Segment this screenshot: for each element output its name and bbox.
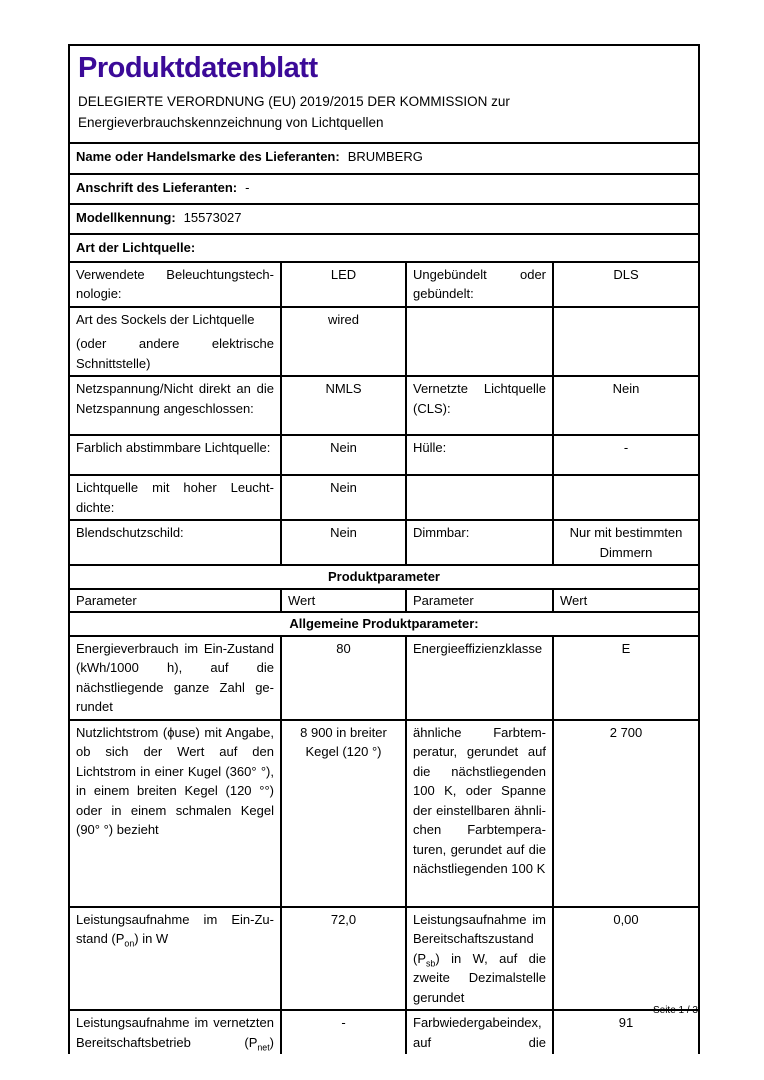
supplier-brand-row bbox=[69, 143, 699, 174]
param-label-cell: Blendschutzschild: bbox=[69, 520, 281, 565]
param-value-cell: 80 bbox=[281, 636, 406, 720]
row-farblich-abstimmbar bbox=[69, 435, 699, 475]
param-label-cell: Netzspannung/Nicht direkt an die Netzspannung angeschlossen: bbox=[69, 376, 281, 435]
param-value-cell: - bbox=[553, 435, 699, 475]
param-value-cell: Nur mit bestimmten Dimmern bbox=[553, 520, 699, 565]
row-beleuchtungstechnologie bbox=[69, 262, 699, 307]
sockel-label-line2: (oder andere elektrische Schnittstelle) bbox=[76, 336, 274, 371]
column-header: Parameter bbox=[69, 589, 281, 613]
supplier-brand-value: BRUMBERG bbox=[347, 149, 423, 164]
row-leuchtdichte bbox=[69, 475, 699, 520]
param-label-cell: Verwendete Beleuchtungstechnologie: bbox=[69, 262, 281, 307]
param-value-cell: Nein bbox=[281, 435, 406, 475]
model-id-row bbox=[69, 204, 699, 234]
param-value-cell: LED bbox=[281, 262, 406, 307]
param-label-cell bbox=[406, 475, 553, 520]
param-value-cell: Nein bbox=[553, 376, 699, 435]
param-label-cell bbox=[406, 307, 553, 377]
row-energieverbrauch bbox=[69, 636, 699, 720]
param-label-cell: Energieverbrauch im Ein-Zustand (kWh/1000 h), auf die nächstliegende ganze Zahl gerundet bbox=[69, 636, 281, 720]
param-label-cell: ähnliche Farbtemperatur, gerundet auf die nächstliegenden 100 K, oder Spanne der einstellbaren ähnlichen Farbtemperaturen, gerundet auf die nächstliegenden 100 K bbox=[406, 720, 553, 907]
section-title: Allgemeine Produktparameter: bbox=[69, 612, 699, 636]
page-title: Produktdatenblatt bbox=[78, 52, 318, 84]
row-leistungsaufnahme-vernetzt bbox=[69, 1010, 699, 1054]
param-value-cell: 0,00 bbox=[553, 907, 699, 1011]
light-source-type-row bbox=[69, 234, 699, 262]
model-id-cell bbox=[69, 204, 699, 234]
section-allgemeine-produktparameter bbox=[69, 612, 699, 636]
param-value-cell: - bbox=[281, 1010, 406, 1054]
param-value-cell: E bbox=[553, 636, 699, 720]
title-row bbox=[69, 45, 699, 143]
param-label-cell: Leistungsaufnahme im Bereitschaftszustand $(P_{sb})$ in W, auf die zweite Dezimalstelle gerundet bbox=[406, 907, 553, 1011]
row-leistungsaufnahme-ein-zustand bbox=[69, 907, 699, 1011]
light-source-type-cell bbox=[69, 234, 699, 262]
column-header: Wert bbox=[281, 589, 406, 613]
param-value-cell bbox=[553, 307, 699, 377]
supplier-address-row bbox=[69, 174, 699, 204]
param-value-cell: 72,0 bbox=[281, 907, 406, 1011]
model-id-value: 15573027 bbox=[183, 210, 242, 225]
model-id-label: Modellkennung: bbox=[76, 210, 176, 225]
param-value-cell: 91 bbox=[553, 1010, 699, 1054]
param-value-cell: 8 900 in breiter Kegel (120 °) bbox=[281, 720, 406, 907]
param-value-cell: Nein bbox=[281, 475, 406, 520]
param-label-cell: Leistungsaufnahme im vernetzten Bereitschaftsbetrieb $(P_{net})$ bbox=[69, 1010, 281, 1054]
supplier-brand-label: Name oder Handelsmarke des Lieferanten: bbox=[76, 149, 340, 164]
param-value-cell: Nein bbox=[281, 520, 406, 565]
param-label-cell: Lichtquelle mit hoher Leuchtdichte: bbox=[69, 475, 281, 520]
light-source-type-label: Art der Lichtquelle: bbox=[76, 240, 196, 255]
param-value-cell: NMLS bbox=[281, 376, 406, 435]
param-label-cell bbox=[69, 307, 281, 377]
section-title: Produktparameter bbox=[69, 565, 699, 589]
param-label-cell: Ungebündelt oder gebündelt: bbox=[406, 262, 553, 307]
supplier-address-label: Anschrift des Lieferanten: bbox=[76, 180, 238, 195]
param-label-cell: Dimmbar: bbox=[406, 520, 553, 565]
param-label-cell: Farbwiedergabeindex, auf die bbox=[406, 1010, 553, 1054]
column-header-row bbox=[69, 589, 699, 613]
column-header: Wert bbox=[553, 589, 699, 613]
param-label-cell: Energieeffizienzklasse bbox=[406, 636, 553, 720]
title-cell bbox=[69, 45, 699, 143]
param-value-cell: wired bbox=[281, 307, 406, 377]
param-label-cell: Farblich abstimmbare Lichtquelle: bbox=[69, 435, 281, 475]
param-value-cell: 2 700 bbox=[553, 720, 699, 907]
column-header: Parameter bbox=[406, 589, 553, 613]
param-value-cell: DLS bbox=[553, 262, 699, 307]
product-datasheet-table bbox=[68, 44, 700, 1054]
regulation-subtitle: DELEGIERTE VERORDNUNG (EU) 2019/2015 DER KOMMISSION zur Energieverbrauchskennzeichnung von Lichtquellen bbox=[78, 94, 510, 131]
param-value-cell bbox=[553, 475, 699, 520]
param-label-cell: Leistungsaufnahme im Ein-Zustand $(P_{on})$ in W bbox=[69, 907, 281, 1011]
section-produktparameter bbox=[69, 565, 699, 589]
sockel-label-line1: Art des Sockels der Lichtquelle bbox=[76, 311, 255, 327]
supplier-address-value: - bbox=[245, 180, 250, 195]
supplier-brand-cell bbox=[69, 143, 699, 174]
row-nutzlichtstrom bbox=[69, 720, 699, 907]
row-blendschutzschild bbox=[69, 520, 699, 565]
param-label-cell: Hülle: bbox=[406, 435, 553, 475]
page-number: Seite 1 / 3 bbox=[652, 1005, 698, 1016]
supplier-address-cell bbox=[69, 174, 699, 204]
param-label-cell: Nutzlichtstrom (ϕuse) mit Angabe, ob sich der Wert auf den Lichtstrom in einer Kugel (360° °), in einem breiten Kegel (120 °°) oder in einem schmalen Kegel (90° °) bezieht bbox=[69, 720, 281, 907]
row-sockel bbox=[69, 307, 699, 377]
row-netzspannung bbox=[69, 376, 699, 435]
param-label-cell: Vernetzte Lichtquelle (CLS): bbox=[406, 376, 553, 435]
